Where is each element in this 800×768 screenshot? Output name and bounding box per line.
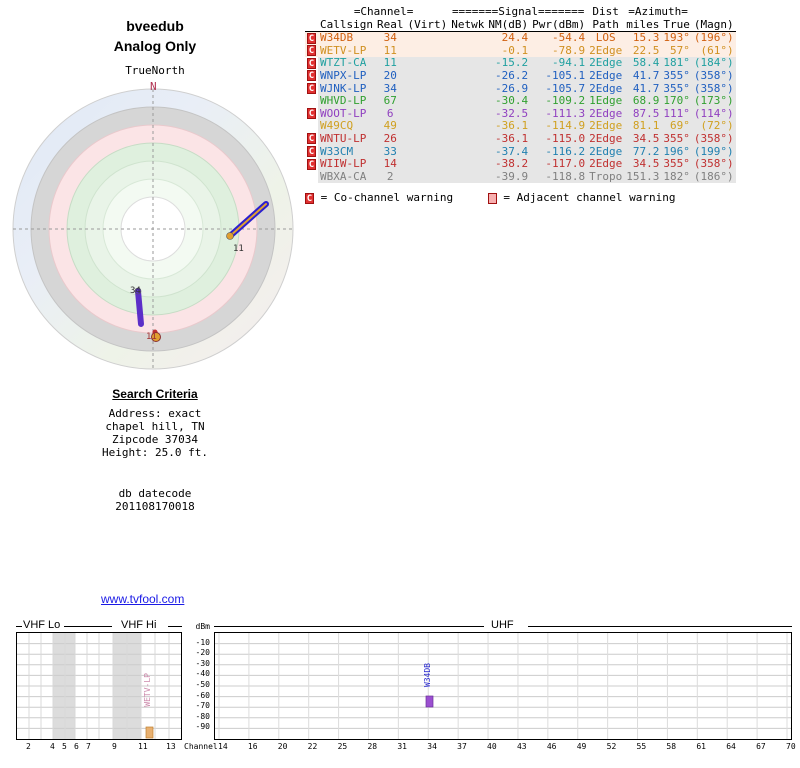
cell-path: 2Edge: [589, 81, 623, 95]
cell-true: 355°: [663, 81, 690, 95]
col-pwr: Pwr(dBm): [532, 17, 586, 31]
cell-virt: [405, 171, 449, 184]
cell-dist: 41.7: [624, 83, 661, 96]
cell-magn: (61°): [700, 43, 734, 57]
col-path: Path: [587, 19, 624, 32]
criteria-city: chapel hill, TN: [105, 420, 205, 433]
cell-magn: (114°): [693, 106, 734, 120]
table-row[interactable]: [305, 70, 736, 83]
cell-virt: [405, 158, 449, 171]
uhf-channel-tick: 28: [367, 742, 378, 751]
polar-plot: [8, 80, 298, 374]
vhf-channel-tick: 4: [50, 742, 55, 751]
cell-magn: (173°): [693, 94, 734, 108]
cell-path: 2Edge: [589, 157, 623, 171]
cell-path: 2Edge: [589, 68, 623, 82]
cell-real: 14: [375, 158, 406, 171]
spectrum-chart: [8, 619, 796, 762]
cell-path: LOS: [595, 31, 616, 45]
cell-pwr: -105.1: [530, 70, 587, 83]
dbm-tick: -40: [195, 669, 210, 679]
cell-nm: -0.1: [501, 43, 529, 57]
vhf-channel-tick: 5: [62, 742, 67, 751]
table-legend: [305, 191, 795, 204]
cell-dist: 68.9: [624, 95, 661, 108]
uhf-channel-tick: 67: [756, 742, 766, 751]
db-datecode-label: db datecode: [118, 487, 192, 500]
cell-magn: (358°): [693, 157, 734, 171]
cell-netwk: [449, 133, 486, 146]
co-channel-warning-icon: C: [308, 58, 315, 69]
dbm-tick: -90: [195, 722, 210, 732]
cell-dist: 34.5: [624, 158, 661, 171]
cell-real: 67: [375, 95, 406, 108]
warning-cell: [305, 57, 318, 70]
cell-true: 181°: [663, 56, 690, 70]
cell-netwk: [449, 83, 486, 96]
uhf-channel-tick: 34: [427, 742, 437, 751]
cell-netwk: [449, 108, 486, 121]
cell-callsign: WOOT-LP: [318, 108, 375, 121]
cell-dist: 151.3: [626, 169, 660, 183]
uhf-channel-tick: 37: [457, 742, 467, 751]
table-row[interactable]: [305, 95, 736, 108]
cell-dist: 34.5: [624, 133, 661, 146]
cell-nm: -38.2: [486, 158, 530, 171]
cell-callsign: WNPX-LP: [318, 70, 375, 83]
cell-callsign: WTZT-CA: [318, 57, 375, 70]
cell-true: 193°: [663, 31, 690, 45]
warning-cell: [305, 146, 318, 159]
cell-callsign: WETV-LP: [320, 43, 367, 57]
search-criteria-heading: Search Criteria: [112, 387, 198, 401]
cell-netwk: [449, 120, 486, 133]
cell-nm: -30.4: [486, 95, 530, 108]
uhf-grid: [215, 633, 791, 739]
cell-true: 355°: [663, 157, 690, 171]
cell-pwr: -115.0: [530, 133, 587, 146]
cell-virt: [405, 32, 449, 45]
cell-pwr: -109.2: [530, 95, 587, 108]
table-group-header-row: [305, 6, 736, 19]
cell-dist: 15.3: [632, 31, 660, 45]
warning-cell: [305, 158, 318, 171]
group-header-signal: =======Signal=======: [451, 5, 585, 18]
cell-nm: -26.2: [486, 70, 530, 83]
cell-real: 6: [375, 108, 406, 121]
col-magn: (Magn): [693, 17, 734, 31]
cell-pwr: -117.0: [530, 158, 587, 171]
cell-real: 34: [383, 31, 397, 45]
cell-true: 111°: [663, 106, 690, 120]
cell-netwk: [449, 32, 486, 45]
cell-magn: (186°): [693, 169, 734, 183]
polar-marker-label-34: 34: [130, 286, 141, 296]
polar-marker-label-11a: 11: [233, 244, 244, 254]
warning-cell: [305, 133, 318, 146]
warning-cell: [305, 120, 318, 133]
signal-table: [305, 6, 736, 183]
cell-path: 2Edge: [589, 119, 623, 133]
signal-table-panel: [305, 6, 795, 204]
cell-real: 11: [383, 43, 397, 57]
cell-true: 196°: [663, 144, 690, 158]
cell-netwk: [449, 158, 486, 171]
uhf-channel-tick: 64: [726, 742, 736, 751]
cell-callsign: W49CQ: [318, 120, 375, 133]
spectrum-station-w34db-label: W34DB: [423, 663, 432, 688]
table-row[interactable]: [305, 158, 736, 171]
uhf-channel-tick: 16: [247, 742, 258, 751]
cell-callsign: WNTU-LP: [318, 133, 375, 146]
cell-dist: 58.4: [624, 57, 661, 70]
vhf-channel-tick: 2: [26, 742, 31, 751]
cell-nm: -39.9: [486, 171, 530, 184]
uhf-channel-tick: 31: [397, 742, 407, 751]
uhf-channel-tick: 43: [516, 742, 527, 751]
cell-dist: 77.2: [624, 146, 661, 159]
cell-magn: (72°): [692, 120, 736, 133]
cell-true: 182°: [663, 169, 690, 183]
uhf-channel-tick: 61: [696, 742, 706, 751]
cell-magn: (196°): [693, 31, 734, 45]
co-channel-warning-icon: C: [308, 109, 315, 120]
vhf-channel-tick: 11: [138, 742, 148, 751]
col-miles: miles: [626, 17, 660, 31]
group-header-dist: Dist: [592, 5, 619, 18]
cell-pwr: -118.8: [530, 171, 587, 184]
co-channel-warning-icon: C: [308, 71, 315, 82]
band-label-uhf: UHF: [488, 619, 517, 631]
db-datecode: [60, 487, 250, 513]
cell-real: 2: [375, 171, 406, 184]
cell-pwr: -116.2: [530, 146, 587, 159]
cell-virt: [405, 133, 449, 146]
cell-netwk: [449, 95, 486, 108]
cell-path: 2Edge: [589, 144, 623, 158]
cell-real: 26: [375, 133, 406, 146]
co-channel-warning-icon: C: [308, 159, 315, 170]
tvfool-link[interactable]: www.tvfool.com: [101, 592, 185, 606]
band-rule-3: [168, 626, 182, 627]
cell-callsign: WJNK-LP: [318, 83, 375, 96]
co-channel-warning-icon: C: [308, 134, 315, 145]
cell-virt: [405, 146, 449, 159]
cell-callsign: W33CM: [318, 146, 375, 159]
search-criteria: [60, 388, 250, 459]
col-real: Real: [376, 17, 404, 31]
table-row[interactable]: [305, 171, 736, 184]
cell-netwk: [449, 45, 486, 58]
co-channel-warning-icon: C: [308, 33, 315, 44]
db-datecode-value: 201108170018: [115, 500, 195, 513]
co-channel-warning-icon: C: [308, 84, 315, 95]
band-rule-4: [214, 626, 484, 627]
warning-cell: [305, 108, 318, 121]
cell-callsign: WBXA-CA: [318, 171, 375, 184]
title-block: [60, 18, 250, 54]
cell-dist: 22.5: [632, 43, 660, 57]
cell-netwk: [449, 146, 486, 159]
cell-nm: -36.1: [486, 120, 530, 133]
cell-netwk: [449, 70, 486, 83]
cell-pwr: -114.9: [530, 120, 587, 133]
dbm-tick: -80: [195, 711, 210, 721]
cell-dist: 41.7: [624, 70, 661, 83]
group-header-channel: =Channel=: [353, 5, 414, 18]
band-label-vhf-hi: VHF Hi: [118, 619, 159, 631]
uhf-channel-tick: 25: [337, 742, 348, 751]
uhf-channel-tick: 58: [666, 742, 677, 751]
uhf-channel-tick: 55: [636, 742, 647, 751]
polar-marker-label-11b: 11: [146, 332, 157, 342]
cell-virt: [405, 45, 449, 58]
cell-real: 49: [375, 120, 406, 133]
uhf-channel-tick: 14: [218, 742, 228, 751]
vhf-channel-tick: 13: [166, 742, 176, 751]
uhf-plot-area: [214, 632, 792, 740]
cell-netwk: [449, 57, 486, 70]
col-true: True: [663, 17, 690, 31]
cell-virt: [405, 83, 449, 96]
cell-path: 2Edge: [589, 106, 623, 120]
warning-cell: [305, 32, 318, 45]
warning-cell: [305, 45, 318, 58]
dbm-tick: -30: [195, 658, 210, 668]
cell-nm: -32.5: [486, 108, 530, 121]
vhf-channel-tick: 7: [86, 742, 91, 751]
cell-pwr: -111.3: [530, 108, 587, 121]
cell-true: 355°: [663, 131, 690, 145]
table-row[interactable]: [305, 133, 736, 146]
warning-cell: [305, 171, 318, 184]
cell-callsign: WHVD-LP: [318, 95, 375, 108]
col-callsign: Callsign: [320, 17, 373, 31]
cell-real: 20: [375, 70, 406, 83]
cell-magn: (199°): [693, 144, 734, 158]
co-channel-warning-text: = Co-channel warning: [320, 191, 454, 205]
cell-pwr: -94.1: [530, 57, 587, 70]
dbm-tick: -70: [195, 701, 210, 711]
criteria-zip: Zipcode 37034: [111, 433, 199, 446]
uhf-channel-tick: 46: [546, 742, 557, 751]
cell-true: 57°: [669, 43, 690, 57]
polar-north-label: N: [150, 80, 157, 93]
cell-virt: [405, 57, 449, 70]
vhf-plot-area: [16, 632, 182, 740]
cell-pwr: -105.7: [530, 83, 587, 96]
cell-nm: -15.2: [486, 57, 530, 70]
truenorth-label: TrueNorth: [125, 64, 185, 77]
cell-callsign: WIIW-LP: [318, 158, 375, 171]
table-column-header-row: [305, 19, 736, 32]
warning-cell: [305, 95, 318, 108]
cell-real: 33: [375, 146, 406, 159]
dbm-tick: -10: [195, 637, 210, 647]
dbm-tick: -20: [195, 648, 210, 658]
cell-dist: 81.1: [624, 120, 661, 133]
uhf-channel-tick: 22: [307, 742, 318, 751]
table-row[interactable]: [305, 32, 736, 45]
group-header-azimuth: =Azimuth=: [628, 5, 688, 18]
cell-nm: -37.4: [486, 146, 530, 159]
criteria-height: Height: 25.0 ft.: [102, 446, 208, 459]
col-netwk: Netwk: [451, 17, 485, 31]
co-channel-warning-icon: C: [308, 46, 315, 57]
dbm-tick: -50: [195, 680, 210, 689]
polar-plot-svg: [8, 84, 298, 374]
spectrum-station-wetv-label: WETV-LP: [143, 673, 152, 707]
band-label-vhf-lo: VHF Lo: [20, 619, 63, 631]
uhf-channel-tick: 20: [277, 742, 288, 751]
band-rule-1: [16, 626, 22, 627]
cell-nm: 24.4: [501, 31, 529, 45]
cell-true: 69°: [661, 120, 692, 133]
adjacent-channel-warning-icon: C: [489, 193, 495, 204]
cell-real: 34: [375, 83, 406, 96]
page-subtitle: Analog Only: [113, 38, 197, 54]
cell-magn: (184°): [693, 56, 734, 70]
cell-magn: (358°): [693, 68, 734, 82]
cell-magn: (358°): [693, 81, 734, 95]
cell-real: 11: [375, 57, 406, 70]
col-nm: NM(dB): [488, 17, 529, 31]
cell-virt: [405, 120, 449, 133]
cell-netwk: [449, 171, 486, 184]
cell-virt: [405, 70, 449, 83]
cell-nm: -26.9: [486, 83, 530, 96]
axis-label-dbm: dBm: [195, 622, 210, 631]
uhf-channel-tick: 49: [576, 742, 587, 751]
cell-path: 2Edge: [589, 131, 623, 145]
cell-path: 2Edge: [589, 43, 623, 57]
cell-true: 355°: [663, 68, 690, 82]
channel-axis-label: Channel: [184, 742, 218, 751]
band-rule-2: [64, 626, 112, 627]
vhf-channel-tick: 9: [112, 742, 117, 751]
co-channel-warning-icon: C: [306, 193, 313, 204]
band-rule-5: [528, 626, 792, 627]
vhf-channel-tick: 6: [74, 742, 79, 751]
warning-cell: [305, 70, 318, 83]
page-title: bveedub: [126, 18, 184, 34]
vhf-grid: [17, 633, 181, 739]
cell-dist: 87.5: [624, 108, 661, 121]
uhf-channel-tick: 52: [606, 742, 617, 751]
warning-cell: [305, 83, 318, 96]
cell-nm: -36.1: [486, 133, 530, 146]
uhf-channel-tick: 70: [786, 742, 796, 751]
col-virt: (Virt): [407, 17, 448, 31]
co-channel-warning-icon: C: [308, 147, 315, 158]
cell-callsign: W34DB: [320, 31, 354, 45]
uhf-channel-tick: 40: [487, 742, 497, 751]
signal-table-body: [305, 32, 736, 184]
cell-path: 1Edge: [589, 94, 623, 108]
cell-virt: [405, 95, 449, 108]
criteria-address: Address: exact: [108, 407, 202, 420]
cell-magn: (358°): [693, 131, 734, 145]
cell-virt: [405, 108, 449, 121]
cell-path: 2Edge: [589, 56, 623, 70]
cell-pwr: -54.4: [551, 31, 586, 45]
dbm-tick: -60: [195, 690, 210, 700]
cell-true: 170°: [663, 94, 690, 108]
adjacent-channel-warning-text: = Adjacent channel warning: [503, 191, 676, 205]
cell-pwr: -78.9: [551, 43, 586, 57]
cell-path: Tropo: [589, 169, 623, 183]
